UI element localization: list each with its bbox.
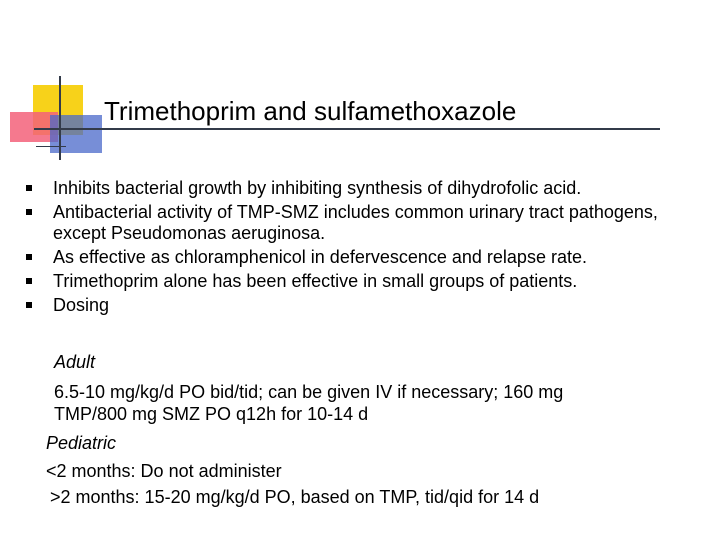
bullet-item: [20, 202, 700, 244]
decor-short-line: [36, 146, 66, 147]
bullet-item: [20, 271, 700, 292]
bullet-item: [20, 295, 700, 316]
bullet-text: As effective as chloramphenicol in defervescence and relapse rate.: [53, 247, 587, 267]
bullet-text: Trimethoprim alone has been effective in small groups of patients.: [53, 271, 578, 291]
bullet-text: Antibacterial activity of TMP-SMZ includes common urinary tract pathogens, except Pseudomonas aeruginosa.: [53, 202, 658, 243]
bullet-square-icon: [26, 302, 32, 308]
bullet-square-icon: [26, 278, 32, 284]
decor-vertical-line: [59, 76, 61, 160]
adult-dose-line-1: 6.5-10 mg/kg/d PO bid/tid; can be given IV if necessary; 160 mg: [54, 382, 564, 402]
bullet-list: [20, 178, 700, 319]
adult-dose-line-2: TMP/800 mg SMZ PO q12h for 10-14 d: [54, 404, 369, 424]
decor-blue-square: [50, 115, 102, 153]
bullet-text: Inhibits bacterial growth by inhibiting synthesis of dihydrofolic acid.: [53, 178, 582, 198]
bullet-text: Dosing: [53, 295, 110, 315]
title-underline: [34, 128, 660, 130]
bullet-square-icon: [26, 185, 32, 191]
pediatric-dose-line-2: >2 months: 15-20 mg/kg/d PO, based on TMP, tid/qid for 14 d: [50, 487, 540, 507]
pediatric-label: Pediatric: [46, 433, 117, 453]
bullet-item: [20, 247, 700, 268]
slide-title: Trimethoprim and sulfamethoxazole: [104, 96, 517, 126]
bullet-item: [20, 178, 700, 199]
bullet-square-icon: [26, 254, 32, 260]
bullet-square-icon: [26, 209, 32, 215]
adult-label: Adult: [54, 352, 96, 372]
pediatric-dose-line-1: <2 months: Do not administer: [46, 461, 282, 481]
